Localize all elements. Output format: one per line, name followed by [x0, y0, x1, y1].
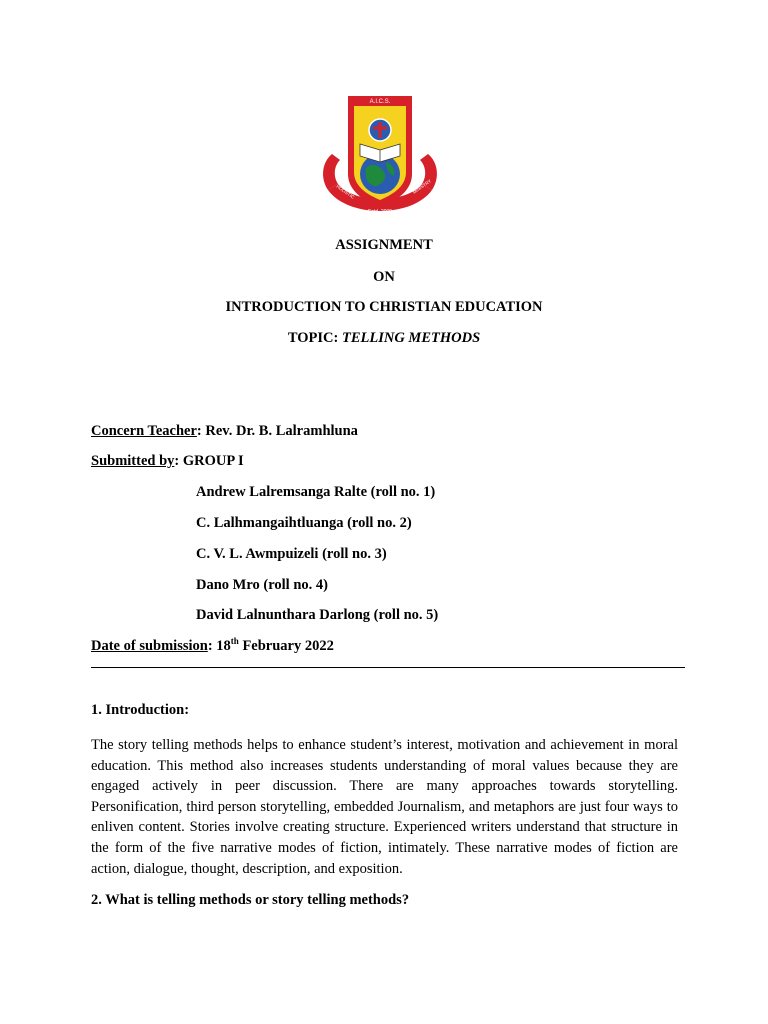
- member-1: Andrew Lalremsanga Ralte (roll no. 1): [196, 484, 436, 500]
- member-2: C. Lalhmangaihtluanga (roll no. 2): [196, 515, 412, 531]
- submitted-value: : GROUP I: [174, 453, 244, 469]
- topic-value: TELLING METHODS: [341, 330, 481, 346]
- member-3: C. V. L. Awmpuizeli (roll no. 3): [196, 546, 387, 562]
- svg-text:Estd. 2000: Estd. 2000: [368, 209, 392, 215]
- logo-top-text: A.I.C.S.: [369, 99, 391, 105]
- college-logo: [318, 92, 442, 224]
- title-assignment: ASSIGNMENT: [335, 237, 433, 253]
- section1-paragraph: The story telling methods helps to enhance student’s interest, motivation and achievement in moral education. This method also increases students understanding of moral values because they are engaged actively in peer discussion. There are many approaches towards storytelling. Personification, third person storytelling, embedded Journalism, and metaphors are just four ways to enliven content. Stories involve creating structure. Experienced writers understand that structure in the form of the five narrative modes of fiction, intimately. These narrative modes of fiction are action, dialogue, thought, description, and exposition.: [91, 737, 678, 877]
- submitted-line: [91, 452, 244, 470]
- title-on: ON: [373, 269, 395, 285]
- teacher-label: Concern Teacher: [91, 423, 197, 439]
- date-label: Date of submission: [91, 638, 208, 654]
- topic-label: TOPIC:: [287, 330, 342, 346]
- section2-heading: 2. What is telling methods or story telling methods?: [91, 892, 410, 908]
- svg-text:HOLISTIC: HOLISTIC: [335, 183, 356, 200]
- member-4: Dano Mro (roll no. 4): [196, 577, 328, 593]
- date-line: Date of submission: 18th February 2022: [91, 636, 334, 654]
- teacher-value: : Rev. Dr. B. Lalramhluna: [196, 423, 358, 439]
- title-topic: [0, 329, 768, 347]
- title-course: INTRODUCTION TO CHRISTIAN EDUCATION: [225, 299, 543, 315]
- section1-heading: 1. Introduction:: [91, 702, 190, 718]
- svg-text:MINISTRY: MINISTRY: [411, 178, 433, 195]
- teacher-line: [91, 422, 358, 440]
- divider: [91, 667, 685, 668]
- member-5: David Lalnunthara Darlong (roll no. 5): [196, 607, 439, 623]
- submitted-label: Submitted by: [91, 453, 175, 469]
